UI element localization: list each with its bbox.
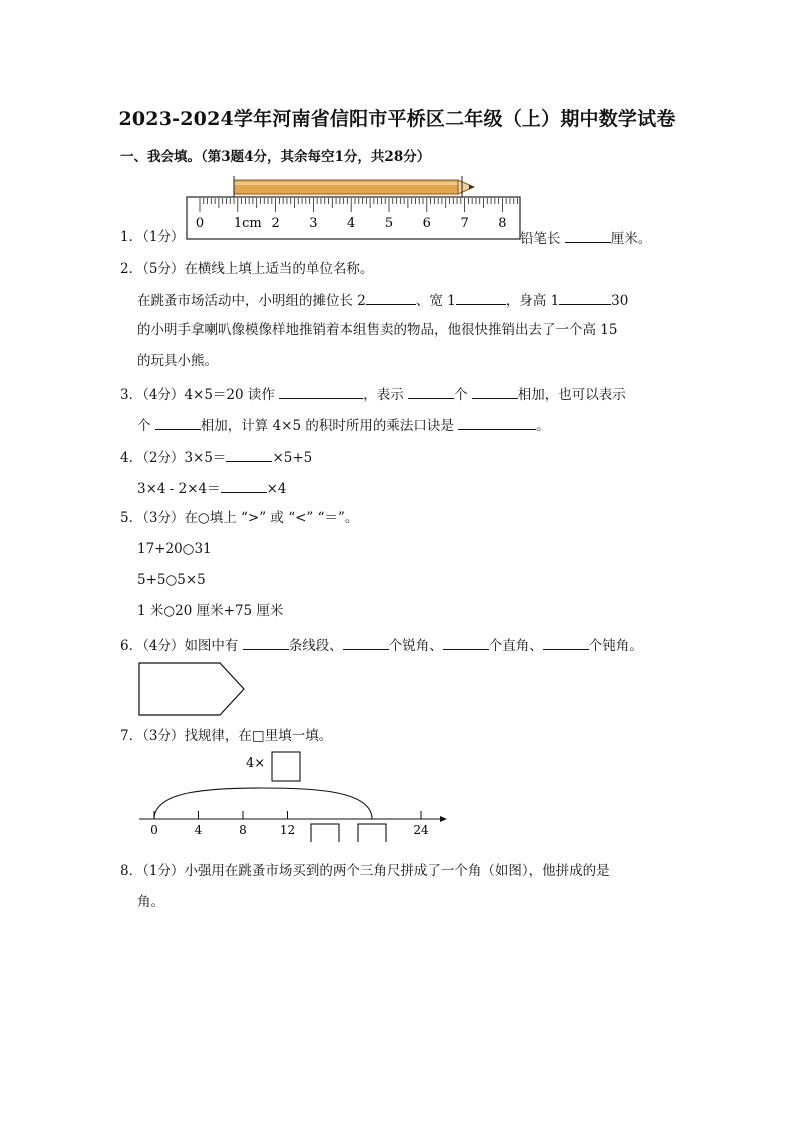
q2-text-e: 的玩具小熊。: [137, 353, 218, 369]
q7-line: [120, 727, 332, 745]
q1-blank[interactable]: [565, 228, 611, 243]
q5-item-1: 17+20○31: [137, 541, 212, 557]
q6-text-a: 如图中有: [184, 638, 239, 654]
q6-blank-3[interactable]: [443, 635, 489, 650]
multiplier-label: 4×: [246, 756, 266, 771]
q8-number: 8．: [120, 863, 143, 879]
ruler-label: 2: [271, 216, 280, 231]
q2-line: [120, 260, 373, 278]
q2-score: （5分）: [142, 261, 185, 277]
q2-paragraph-3: [137, 352, 218, 370]
q3-blank-3[interactable]: [472, 384, 518, 399]
number-line-figure: [136, 750, 452, 842]
q6-text-e: 个钝角。: [588, 638, 643, 654]
jump-arc: [154, 788, 372, 819]
q4-number: 4．: [120, 450, 143, 466]
q4-blank-1[interactable]: [226, 447, 272, 462]
number-line-label: 4: [194, 823, 203, 837]
q3-score: （4分）: [142, 387, 185, 403]
number-line-ticks: [154, 811, 421, 819]
ruler-label: 6: [422, 216, 431, 231]
q4-text-b1: 3×4 - 2×4＝: [137, 481, 221, 497]
q5-item-3: 1 米○20 厘米+75 厘米: [137, 603, 284, 619]
q2-text-c: ，身高 1: [505, 293, 560, 309]
q2-blank-3[interactable]: [559, 290, 611, 305]
q3-blank-1[interactable]: [279, 384, 363, 399]
q2-paragraph-1: [137, 290, 628, 310]
q1-pencil-label: 铅笔长: [520, 231, 561, 247]
q1-score: （1分）: [142, 229, 185, 245]
q4-line-2: [137, 478, 287, 498]
q3-text-e: 个: [137, 418, 151, 434]
q3-number: 3．: [120, 387, 143, 403]
q6-text-c: 个锐角、: [388, 638, 443, 654]
q6-line: [120, 635, 643, 655]
q2-number: 2．: [120, 261, 143, 277]
number-line-label: 8: [239, 823, 247, 837]
q5-score: （3分）: [142, 510, 185, 526]
q6-text-d: 个直角、: [488, 638, 543, 654]
ruler-label: 5: [384, 216, 394, 231]
q3-text-b: ，表示: [363, 387, 404, 403]
q2-text-d: 30: [611, 293, 629, 309]
q6-score: （4分）: [142, 638, 185, 654]
q4-line-1: [120, 447, 312, 467]
ruler-label: 4: [347, 216, 356, 231]
q3-text-d: 相加，也可以表示: [517, 387, 626, 403]
q2-blank-1[interactable]: [366, 290, 416, 305]
ruler-labels: [196, 216, 507, 231]
q5-item-2: 5+5○5×5: [137, 572, 206, 588]
q3-text-a: 4×5＝20 读作: [184, 387, 275, 403]
q3-line-1: [120, 384, 626, 404]
ruler-label: 0: [195, 216, 205, 231]
q6-text-b: 条线段、: [288, 638, 343, 654]
pencil-icon: [234, 180, 474, 194]
q2-text: 在横线上填上适当的单位名称。: [184, 261, 374, 277]
q2-paragraph-2: 的小明手拿喇叭像模像样地推销着本组售卖的物品，他很快推销出去了一个高 15: [137, 322, 618, 338]
q8-line-2: 角。: [137, 894, 164, 910]
q6-number: 6．: [120, 638, 143, 654]
q4-blank-2[interactable]: [221, 478, 267, 493]
q2-blank-2[interactable]: [456, 290, 506, 305]
q4-text-a2: ×5+5: [272, 450, 313, 466]
q5-number: 5．: [120, 510, 143, 526]
q3-blank-5[interactable]: [458, 415, 536, 430]
q3-text-f: 相加，计算 4×5 的积时所用的乘法口诀是: [200, 418, 454, 434]
q4-score: （2分）: [142, 450, 185, 466]
q5-text: 在○填上 “>” 或 “<” “＝”。: [184, 510, 359, 526]
ruler-label: 8: [498, 216, 507, 231]
q7-text: 找规律，在□里填一填。: [184, 728, 333, 744]
section-heading: 一、我会填。（第3题4分，其余每空1分，共28分）: [120, 149, 431, 165]
number-line-label: 12: [279, 823, 296, 837]
q3-text-c: 个: [454, 387, 468, 403]
q7-number: 7．: [120, 728, 143, 744]
q6-blank-2[interactable]: [343, 635, 389, 650]
number-line-label: 0: [150, 823, 158, 837]
q6-blank-1[interactable]: [243, 635, 289, 650]
q3-blank-2[interactable]: [408, 384, 454, 399]
q8-text: 小强用在跳蚤市场买到的两个三角尺拼成了一个角（如图），他拼成的是: [184, 863, 610, 879]
page-title: 2023-2024学年河南省信阳市平桥区二年级（上）期中数学试卷: [118, 108, 676, 130]
pentagon-figure: [138, 662, 248, 718]
ruler-label: 1cm: [233, 216, 262, 231]
q7-score: （3分）: [142, 728, 185, 744]
q3-text-g: 。: [536, 418, 550, 434]
number-line-labels: [150, 823, 429, 837]
answer-box-bottom-2[interactable]: [358, 824, 386, 842]
q8-line-1: [120, 862, 610, 880]
q8-score: （1分）: [142, 863, 185, 879]
arrow-head-icon: [440, 816, 447, 822]
q2-text-a: 在跳蚤市场活动中，小明组的摊位长 2: [137, 293, 366, 309]
ruler-label: 3: [309, 216, 318, 231]
q5-line: [120, 509, 358, 527]
ruler-figure: [186, 176, 522, 242]
q4-text-b2: ×4: [266, 481, 287, 497]
q1-line: [120, 228, 184, 246]
q1-number: 1．: [120, 229, 143, 245]
q4-text-a1: 3×5＝: [184, 450, 227, 466]
q3-blank-4[interactable]: [155, 415, 201, 430]
q3-line-2: [137, 415, 550, 435]
q1-unit: 厘米。: [610, 231, 652, 247]
answer-box-bottom-1[interactable]: [311, 824, 339, 842]
q1-answer-line: [520, 228, 651, 248]
answer-box-top[interactable]: [272, 752, 300, 781]
q6-blank-4[interactable]: [543, 635, 589, 650]
number-line-label: 24: [413, 823, 429, 837]
ruler-label: 7: [460, 216, 469, 231]
q2-text-b: 、宽 1: [415, 293, 456, 309]
